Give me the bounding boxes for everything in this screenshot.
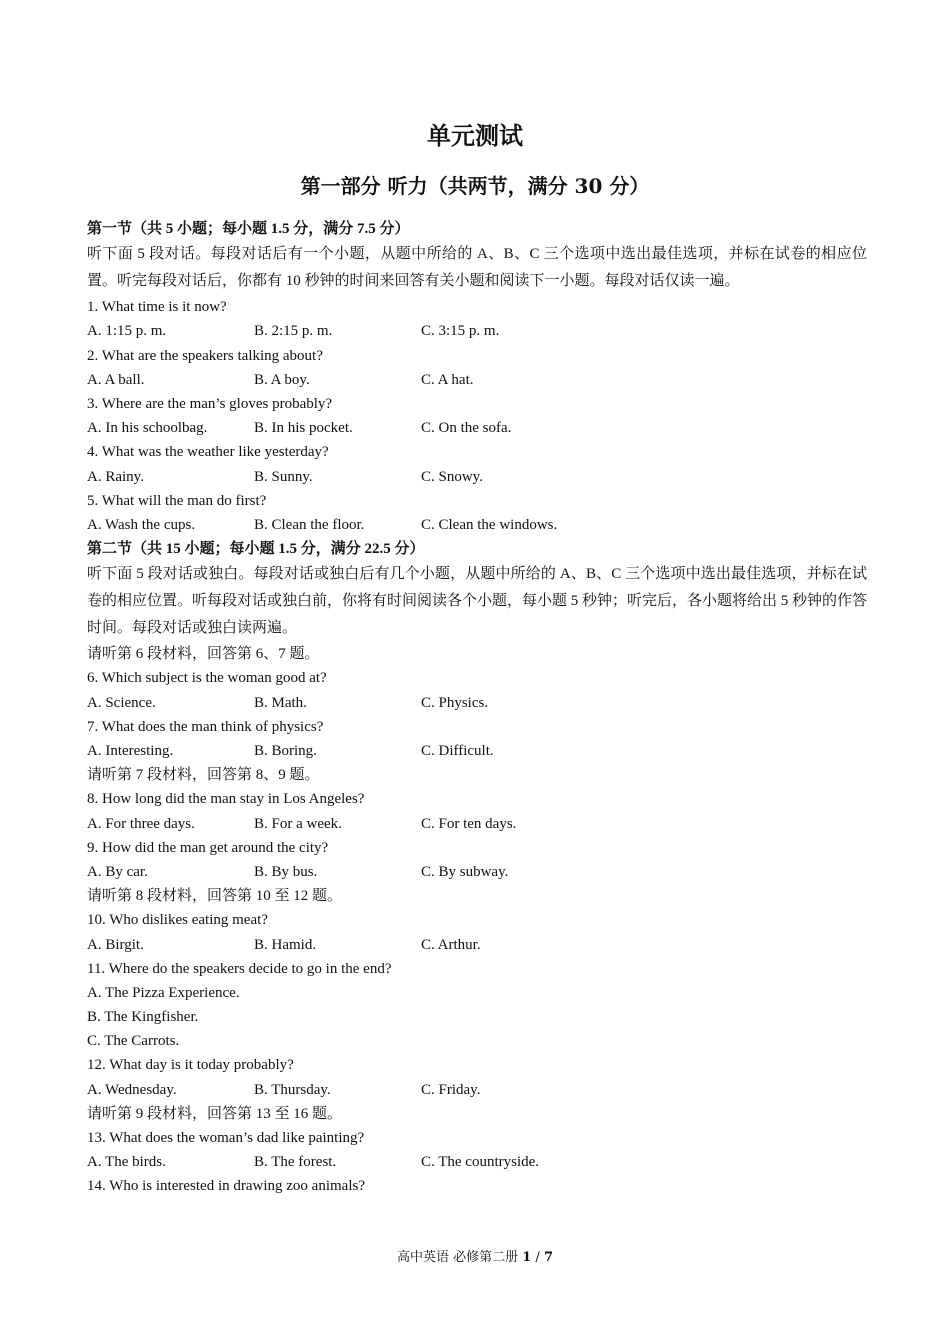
options (87, 812, 867, 836)
option-b: B. For a week. (254, 815, 342, 832)
options (87, 465, 867, 489)
section2-instructions: 听下面 5 段对话或独白。每段对话或独白后有几个小题，从题中所给的 A、B、C 三个选项中选出最佳选项，并标在试卷的相应位置。听每段对话或独白前，你将有时间阅读各个小题，每小题 5 秒钟；听完后，各小题将给出 5 秒钟的作答时间。每段对话或独白读两遍。 (87, 566, 868, 637)
option-b: B. A boy. (254, 371, 310, 388)
section1-instructions: 听下面 5 段对话。每段对话后有一个小题，从题中所给的 A、B、C 三个选项中选出最佳选项，并标在试卷的相应位置。听完每段对话后，你都有 10 秒钟的时间来回答有关小题和阅读下一小题。每段对话仅读一遍。 (87, 246, 867, 290)
option-a: A. The birds. (87, 1154, 166, 1171)
section1-heading: 第一节（共 5 小题；每小题 1.5 分，满分 7.5 分） (87, 221, 410, 237)
option-c: C. Clean the windows. (421, 516, 558, 533)
question: 13. What does the woman’s dad like painting? (87, 1130, 365, 1146)
question: 6. Which subject is the woman good at? (87, 670, 327, 687)
question: 3. Where are the man’s gloves probably? (87, 395, 333, 412)
option-c: C. Snowy. (421, 468, 483, 485)
option-c: C. Friday. (421, 1081, 481, 1098)
question: 12. What day is it today probably? (87, 1057, 294, 1074)
option-b: B. Clean the floor. (254, 516, 365, 533)
option-a: A. Birgit. (87, 936, 144, 953)
options (87, 368, 867, 392)
question: 7. What does the man think of physics? (87, 718, 324, 735)
option-c: C. By subway. (421, 863, 509, 880)
option-c: C. Arthur. (421, 936, 481, 953)
option-b: B. In his pocket. (254, 420, 353, 437)
page-footer (0, 1246, 950, 1265)
question: 14. Who is interested in drawing zoo animals? (87, 1178, 365, 1195)
option-a: A. Wash the cups. (87, 516, 196, 533)
question: 4. What was the weather like yesterday? (87, 444, 329, 461)
option-b: B. Math. (254, 694, 307, 711)
option-c: C. The countryside. (421, 1154, 540, 1171)
option-a: A. Interesting. (87, 743, 174, 759)
option-b: B. By bus. (254, 863, 318, 880)
options (87, 1150, 867, 1174)
option-a: A. In his schoolbag. (87, 420, 208, 437)
question: 11. Where do the speakers decide to go in the end? (87, 960, 392, 977)
page-number: 1 (522, 1250, 532, 1265)
option-b: B. Thursday. (254, 1081, 331, 1098)
option-a: A. For three days. (87, 815, 195, 832)
option-b: B. Hamid. (254, 936, 317, 953)
question: 1. What time is it now? (87, 299, 227, 316)
footer-label: 高中英语 必修第二册 (396, 1250, 523, 1265)
option-b: B. 2:15 p. m. (254, 323, 333, 340)
options (87, 739, 867, 763)
option-b: B. The Kingfisher. (87, 1009, 199, 1026)
options (87, 933, 867, 957)
option-c: C. Difficult. (421, 743, 494, 759)
part-title: 第一部分 听力（共两节，满分 30 分） (300, 174, 650, 198)
option-a: A. Rainy. (87, 468, 144, 485)
option-b: B. Boring. (254, 743, 317, 759)
options (87, 860, 867, 884)
options (87, 691, 867, 715)
option-b: B. Sunny. (254, 468, 313, 485)
option-c: C. 3:15 p. m. (421, 323, 500, 340)
section2-heading: 第二节（共 15 小题；每小题 1.5 分，满分 22.5 分） (87, 541, 425, 558)
group-instruction: 请听第 6 段材料，回答第 6、7 题。 (87, 646, 320, 663)
question: 2. What are the speakers talking about? (87, 347, 323, 364)
option-a: A. Science. (87, 694, 156, 711)
group-instruction: 请听第 9 段材料，回答第 13 至 16 题。 (87, 1105, 343, 1122)
question: 5. What will the man do first? (87, 492, 267, 509)
option-c: C. The Carrots. (87, 1033, 180, 1050)
question: 8. How long did the man stay in Los Angeles? (87, 791, 365, 808)
option-c: C. For ten days. (421, 815, 517, 832)
options (87, 1078, 867, 1102)
option-a: A. By car. (87, 863, 148, 880)
option-a: A. A ball. (87, 371, 145, 388)
option-b: B. The forest. (254, 1154, 337, 1171)
option-a: A. The Pizza Experience. (87, 984, 240, 1001)
question: 9. How did the man get around the city? (87, 839, 329, 856)
option-c: C. On the sofa. (421, 420, 512, 437)
page-title: 单元测试 (427, 121, 523, 150)
page-separator: / (531, 1250, 544, 1265)
group-instruction: 请听第 8 段材料，回答第 10 至 12 题。 (87, 888, 343, 905)
options (87, 513, 867, 537)
option-c: C. A hat. (421, 371, 474, 388)
option-a: A. 1:15 p. m. (87, 323, 167, 340)
page-total: 7 (543, 1250, 553, 1265)
content (87, 217, 867, 1199)
option-a: A. Wednesday. (87, 1081, 177, 1098)
options (87, 416, 867, 440)
group-instruction: 请听第 7 段材料，回答第 8、9 题。 (87, 767, 320, 784)
options (87, 319, 867, 343)
option-c: C. Physics. (421, 694, 489, 711)
question: 10. Who dislikes eating meat? (87, 912, 268, 929)
